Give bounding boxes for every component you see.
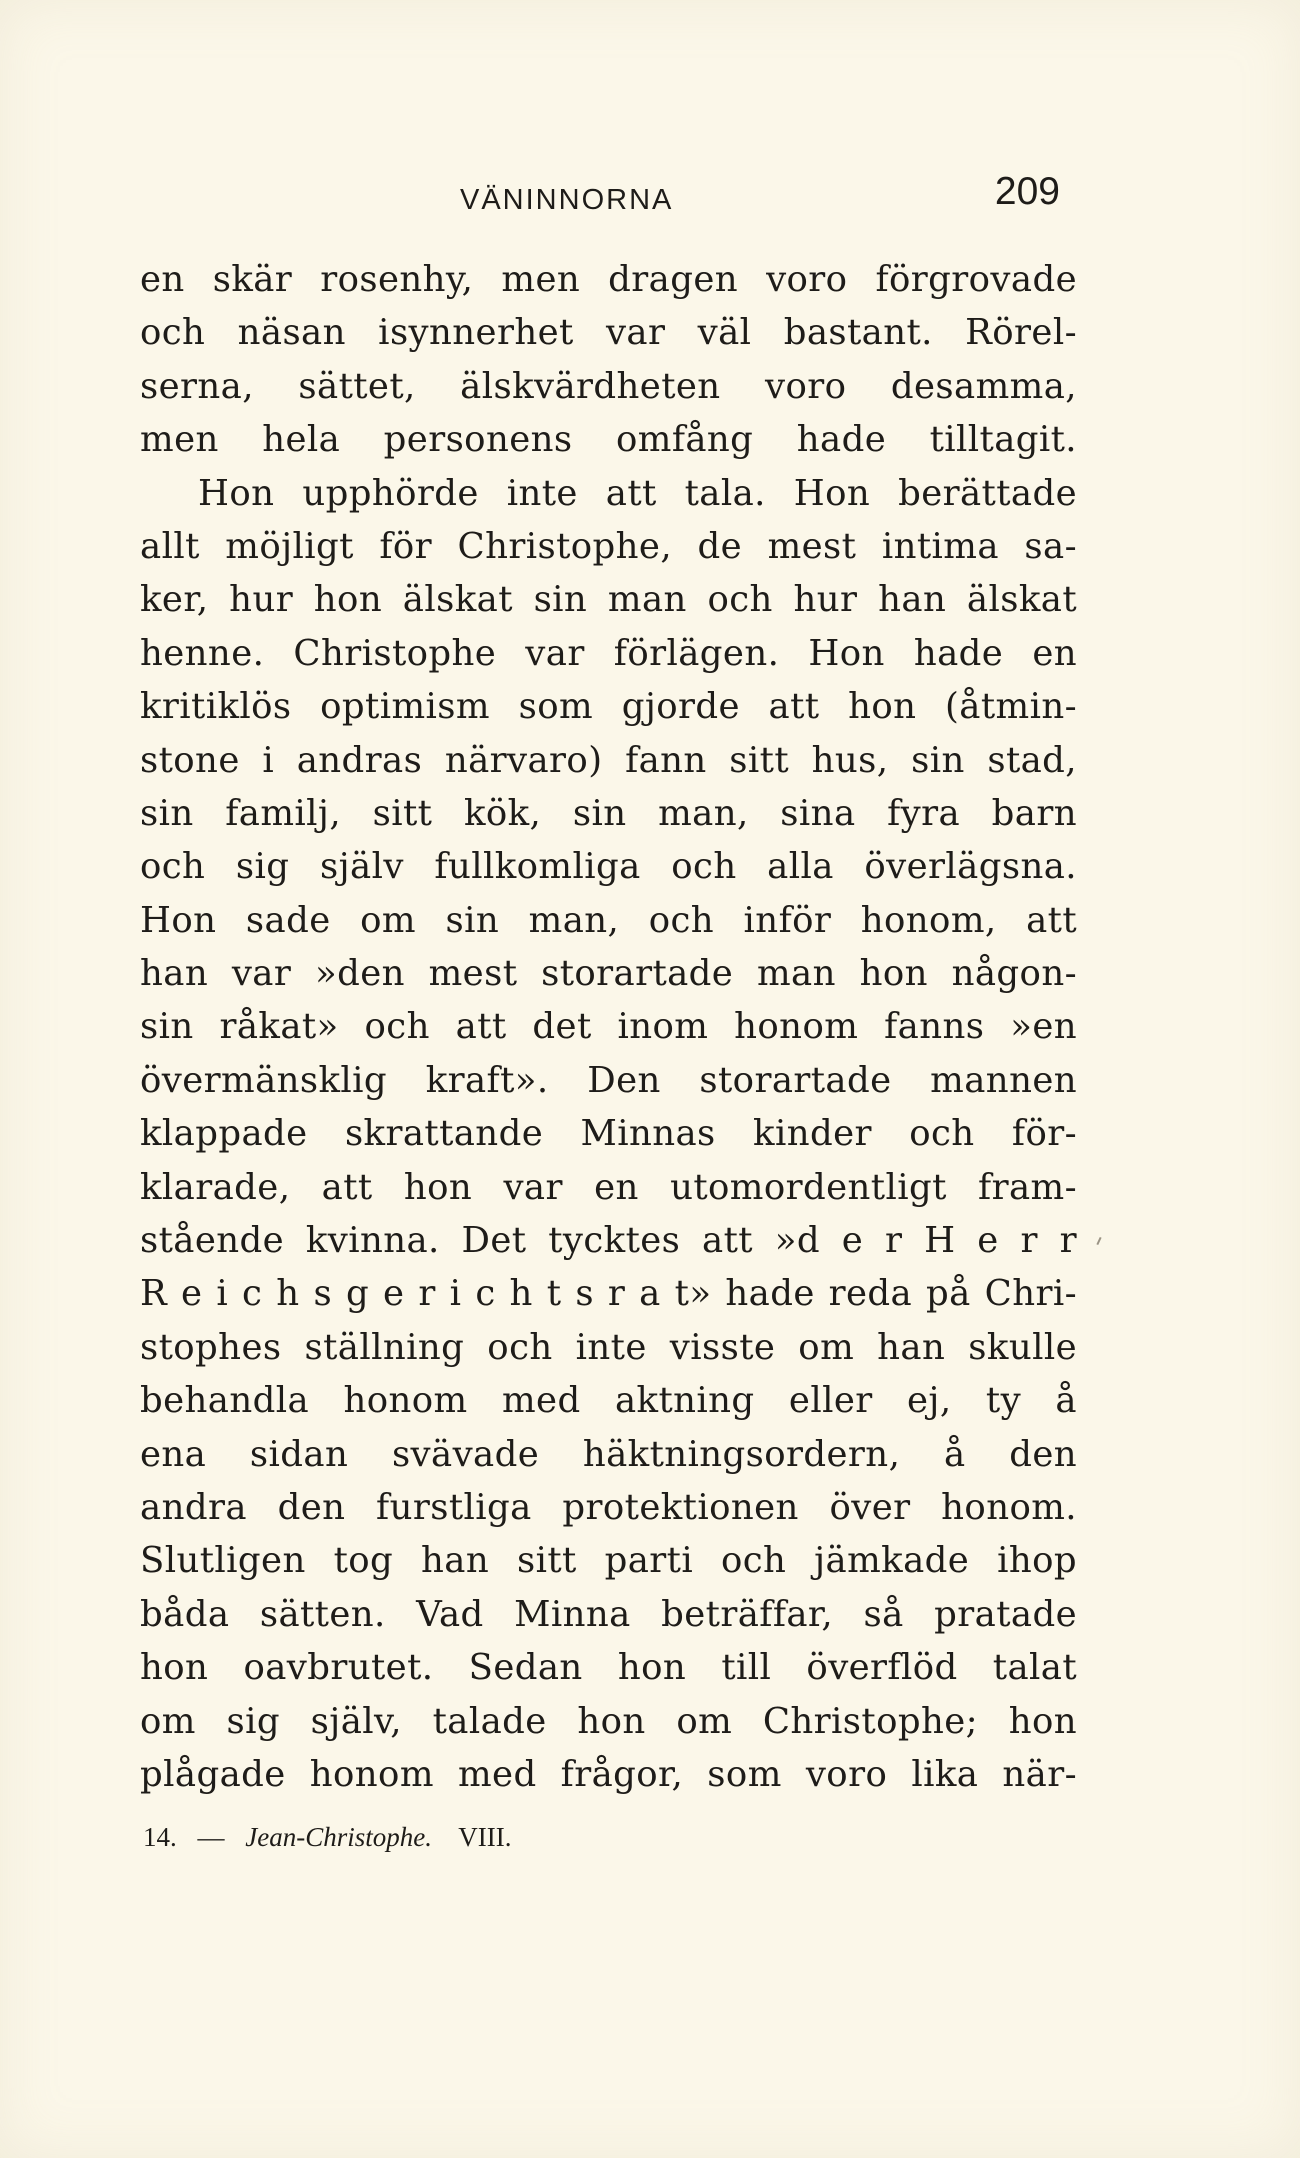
signature-mark: 14. bbox=[143, 1822, 177, 1852]
footer-dash: — bbox=[197, 1822, 225, 1852]
text-line: övermänsklig kraft». Den storartade mannen bbox=[140, 1059, 1077, 1101]
text-line: plågade honom med frågor, som voro lika när- bbox=[140, 1753, 1077, 1795]
text-line: Hon sade om sin man, och inför honom, att bbox=[140, 899, 1077, 941]
text-line: stophes ställning och inte visste om han skulle bbox=[140, 1326, 1077, 1368]
book-title: Jean-Christophe. bbox=[245, 1822, 432, 1852]
running-title: VÄNINNORNA bbox=[460, 184, 674, 216]
text-line: klappade skrattande Minnas kinder och för- bbox=[140, 1113, 1077, 1155]
text-line: han var »den mest storartade man hon någon- bbox=[140, 953, 1077, 995]
text-line: båda sätten. Vad Minna beträffar, så pratade bbox=[140, 1593, 1077, 1635]
text-line: en skär rosenhy, men dragen voro förgrovade bbox=[140, 259, 1077, 300]
text-line: Slutligen tog han sitt parti och jämkade ihop bbox=[140, 1540, 1077, 1582]
text-line: om sig själv, talade hon om Christophe; hon bbox=[140, 1700, 1077, 1742]
text-line: andra den furstliga protektionen över honom. bbox=[140, 1486, 1077, 1528]
text-line: och sig själv fullkomliga och alla överlägsna. bbox=[140, 846, 1077, 888]
text-line: sin råkat» och att det inom honom fanns »en bbox=[140, 1006, 1077, 1048]
text-line: Hon upphörde inte att tala. Hon berättade bbox=[198, 472, 1077, 514]
text-line: allt möjligt för Christophe, de mest intima sa- bbox=[140, 525, 1077, 567]
text-line: klarade, att hon var en utomordentligt fram- bbox=[140, 1166, 1077, 1208]
text-line: behandla honom med aktning eller ej, ty å bbox=[140, 1380, 1077, 1422]
text-line: kritiklös optimism som gjorde att hon (åtmin- bbox=[140, 686, 1077, 728]
text-line: R e i c h s g e r i c h t s r a t» hade reda på Chri- bbox=[140, 1273, 1077, 1315]
text-line: sin familj, sitt kök, sin man, sina fyra barn bbox=[140, 792, 1077, 834]
page-footer bbox=[143, 1822, 511, 1853]
page-header bbox=[140, 170, 1060, 230]
text-line: ena sidan svävade häktningsordern, å den bbox=[140, 1433, 1077, 1475]
text-line: men hela personens omfång hade tilltagit. bbox=[140, 419, 1077, 461]
text-line: serna, sättet, älskvärdheten voro desamma, bbox=[140, 365, 1077, 407]
text-line: ker, hur hon älskat sin man och hur han älskat bbox=[140, 579, 1077, 621]
page-number: 209 bbox=[994, 170, 1060, 213]
text-line: henne. Christophe var förlägen. Hon hade en bbox=[140, 632, 1077, 674]
volume-number: VIII. bbox=[458, 1822, 512, 1852]
body-text bbox=[140, 253, 1077, 1801]
print-speck bbox=[1096, 1237, 1101, 1245]
text-line: stående kvinna. Det tycktes att »d e r H e r r bbox=[140, 1220, 1077, 1262]
text-line: stone i andras närvaro) fann sitt hus, sin stad, bbox=[140, 739, 1077, 781]
text-line: och näsan isynnerhet var väl bastant. Rörel- bbox=[140, 312, 1077, 354]
text-line: hon oavbrutet. Sedan hon till överflöd talat bbox=[140, 1647, 1077, 1689]
